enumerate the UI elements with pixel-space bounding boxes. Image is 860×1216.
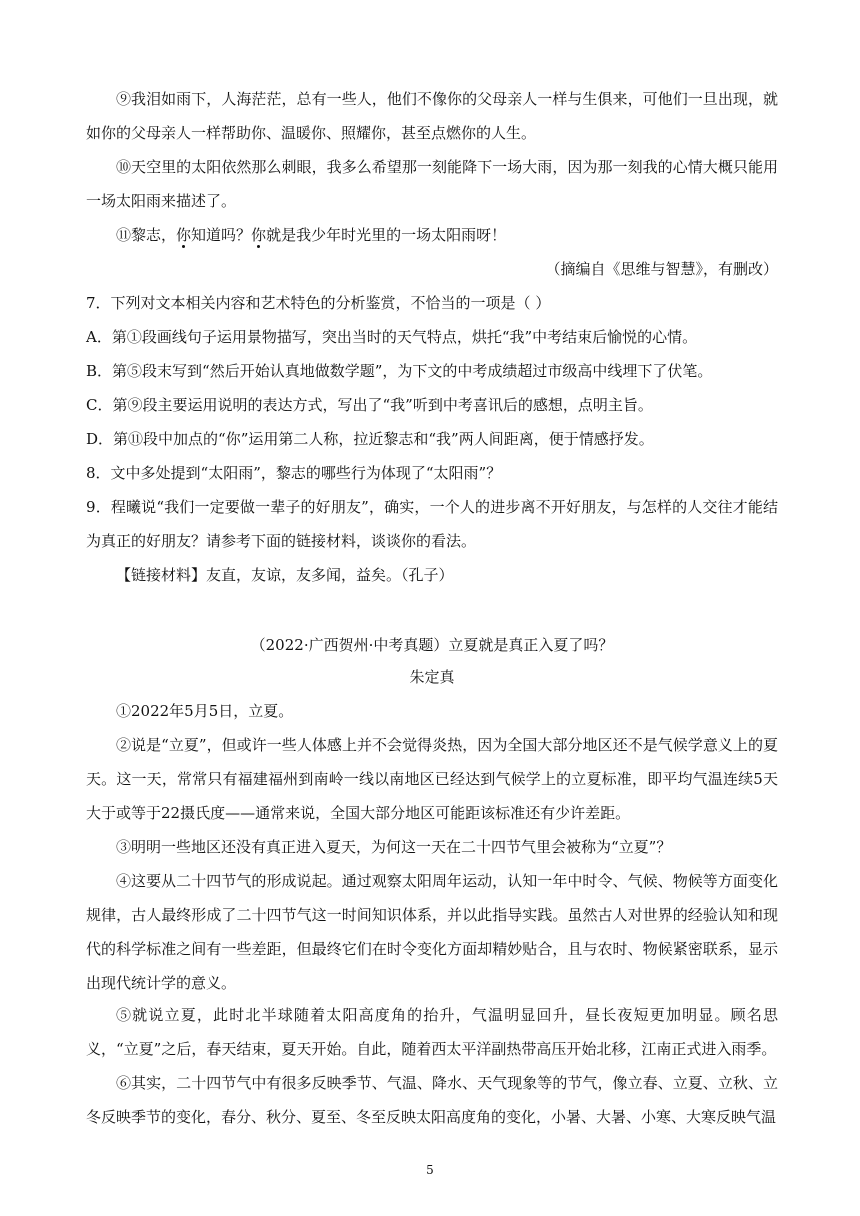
option-a: A．第①段画线句子运用景物描写，突出当时的天气特点，烘托“我”中考结束后愉悦的心情。 [86,328,698,346]
paragraph-11-mid: 知道吗？ [191,226,252,244]
question-7: 7．下列对文本相关内容和艺术特色的分析鉴赏，不恰当的一项是（ ） [86,294,551,312]
paragraph-10: ⑩天空里的太阳依然那么刺眼，我多么希望那一刻能降下一场大雨，因为那一刻我的心情大概只能用一场太阳雨来描述了。 [86,158,778,210]
option-c: C．第⑨段主要运用说明的表达方式，写出了“我”听到中考喜讯后的感想，点明主旨。 [86,396,653,414]
paragraph-11-lead: ⑪黎志， [116,226,177,244]
source-note: （摘编自《思维与智慧》，有删改） [545,260,778,278]
option-b: B．第⑤段末写到“然后开始认真地做数学题”，为下文的中考成绩超过市级高中线埋下了伏笔。 [86,362,713,380]
question-9: 9．程曦说“我们一定要做一辈子的好朋友”，确实，一个人的进步离不开好朋友，与怎样的人交往才能结为真正的好朋友？请参考下面的链接材料，谈谈你的看法。 [86,498,778,550]
option-d: D．第⑪段中加点的“你”运用第二人称，拉近黎志和“我”两人间距离，便于情感抒发。 [86,430,654,448]
paragraph-9: ⑨我泪如雨下，人海茫茫，总有一些人，他们不像你的父母亲人一样与生俱来，可他们一旦出现，就如你的父母亲人一样帮助你、温暖你、照耀你，甚至点燃你的人生。 [86,90,778,142]
emphasis-ni-1: 你 [176,226,192,244]
question-8: 8．文中多处提到“太阳雨”，黎志的哪些行为体现了“太阳雨”？ [86,464,502,482]
article-author: 朱定真 [409,668,455,686]
article-title: （2022·广西贺州·中考真题）立夏就是真正入夏了吗？ [250,636,614,654]
paragraph-11-tail: 就是我少年时光里的一场太阳雨呀！ [266,226,507,244]
page-number: 5 [426,1163,434,1177]
article-paragraph-6: ⑥其实，二十四节气中有很多反映季节、气温、降水、天气现象等的节气，像立春、立夏、立秋、立冬反映季节的变化，春分、秋分、夏至、冬至反映太阳高度角的变化，小暑、大暑、小寒、大寒反映气温 [86,1074,778,1126]
article-paragraph-1: ①2022年5月5日，立夏。 [116,702,294,720]
article-paragraph-2: ②说是“立夏”，但或许一些人体感上并不会觉得炎热，因为全国大部分地区还不是气候学意义上的夏天。这一天，常常只有福建福州到南岭一线以南地区已经达到气候学上的立夏标准，即平均气温连续5天大于或等于22摄氏度——通常来说，全国大部分地区可能距该标准还有少许差距。 [86,736,778,822]
article-paragraph-4: ④这要从二十四节气的形成说起。通过观察太阳周年运动，认知一年中时令、气候、物候等方面变化规律，古人最终形成了二十四节气这一时间知识体系，并以此指导实践。虽然古人对世界的经验认知和现代的科学标准之间有一些差距，但最终它们在时令变化方面却精妙贴合，且与农时、物候紧密联系，显示出现代统计学的意义。 [86,872,778,992]
emphasis-ni-2: 你 [251,226,267,244]
article-paragraph-3: ③明明一些地区还没有真正进入夏天，为何这一天在二十四节气里会被称为“立夏”？ [116,838,672,856]
paragraph-11 [86,218,778,252]
article-paragraph-5: ⑤就说立夏，此时北半球随着太阳高度角的抬升，气温明显回升，昼长夜短更加明显。顾名思义，“立夏”之后，春天结束，夏天开始。自此，随着西太平洋副热带高压开始北移，江南正式进入雨季。 [86,1006,778,1058]
link-material: 【链接材料】友直，友谅，友多闻，益矣。（孔子） [116,566,454,584]
